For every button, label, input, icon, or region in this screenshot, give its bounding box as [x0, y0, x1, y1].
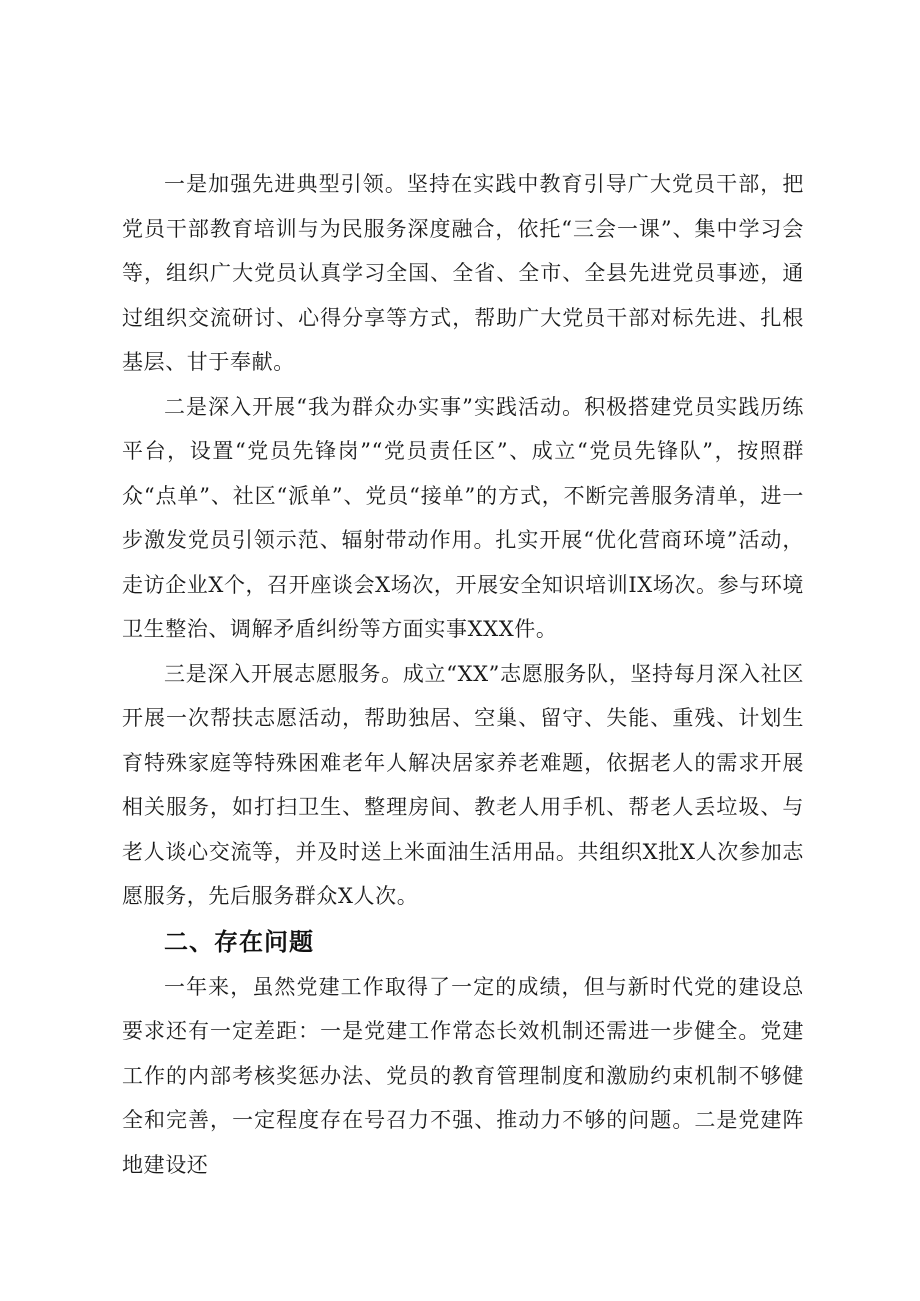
paragraph-advanced-models: 一是加强先进典型引领。坚持在实践中教育引导广大党员干部，把党员干部教育培训与为民服务深度融合，依托“三会一课”、集中学习会等，组织广大党员认真学习全国、全省、全市、全县先进党员事迹，通过组织交流研讨、心得分享等方式，帮助广大党员干部对标先进、扎根基层、甘于奉献。 [122, 172, 804, 374]
paragraph-practical-activities: 二是深入开展“我为群众办实事”实践活动。积极搭建党员实践历练平台，设置“党员先锋岗”“党员责任区”、成立“党员先锋队”，按照群众“点单”、社区“派单”、党员“接单”的方式，不断完善服务清单，进一步激发党员引领示范、辐射带动作用。扎实开展“优化营商环境”活动，走访企业X个，召开座谈会X场次，开展安全知识培训IX场次。参与环境卫生整治、调解矛盾纠纷等方面实事XXX件。 [122, 394, 804, 641]
paragraph-problems-intro: 一年来，虽然党建工作取得了一定的成绩，但与新时代党的建设总要求还有一定差距：一是党建工作常态长效机制还需进一步健全。党建工作的内部考核奖惩办法、党员的教育管理制度和激励约束机制不够健全和完善，一定程度存在号召力不强、推动力不够的问题。二是党建阵地建设还 [122, 974, 804, 1177]
section-heading-existing-problems: 二、存在问题 [164, 927, 314, 956]
paragraph-volunteer-service: 三是深入开展志愿服务。成立“XX”志愿服务队，坚持每月深入社区开展一次帮扶志愿活动，帮助独居、空巢、留守、失能、重残、计划生育特殊家庭等特殊困难老年人解决居家养老难题，依据老人的需求开展相关服务，如打扫卫生、整理房间、教老人用手机、帮老人丢垃圾、与老人谈心交流等，并及时送上米面油生活用品。共组织X批X人次参加志愿服务，先后服务群众X人次。 [122, 661, 804, 908]
document-body [122, 162, 804, 1187]
